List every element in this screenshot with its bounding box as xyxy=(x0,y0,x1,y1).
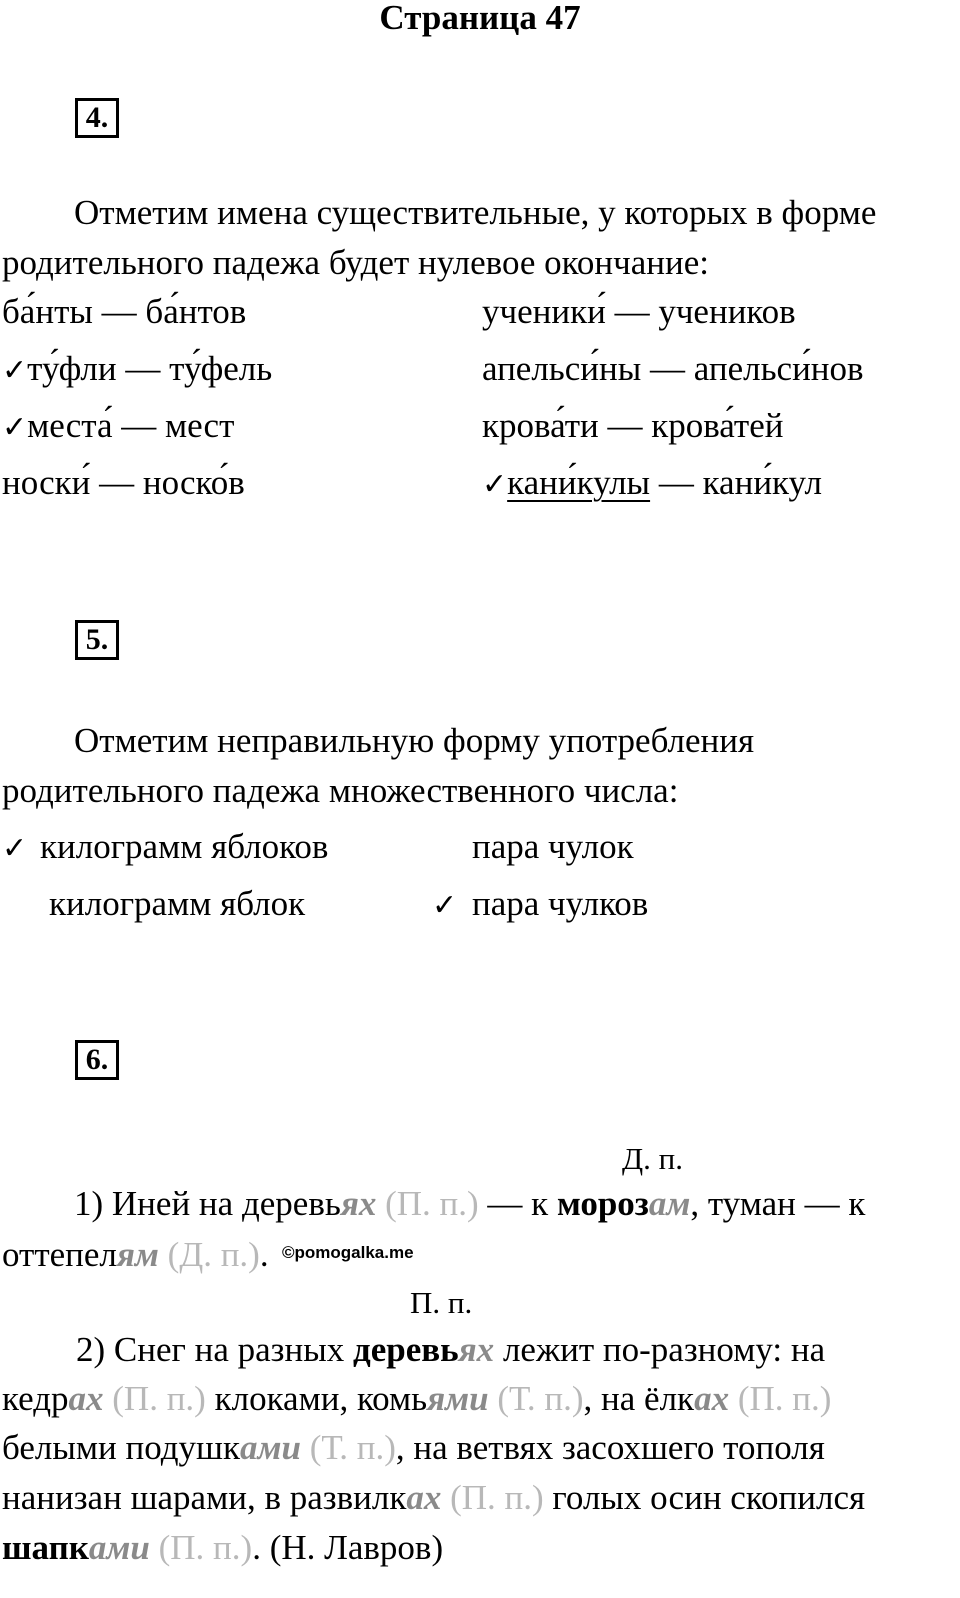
ending: ях xyxy=(340,1184,377,1223)
task4-left-item xyxy=(2,406,234,446)
bold-stem: деревь xyxy=(353,1330,459,1369)
case-note: (Т. п.) xyxy=(488,1379,584,1418)
task5-option-label: килограмм яблоков xyxy=(40,827,329,866)
word-pair: крова́ти — крова́тей xyxy=(482,406,784,445)
case-note: (П. п.) xyxy=(103,1379,206,1418)
sentence2-line5 xyxy=(2,1528,443,1568)
task4-right-item xyxy=(482,349,864,389)
text: 2) Снег на разных xyxy=(76,1330,353,1369)
task-number-6: 6. xyxy=(75,1040,119,1080)
text: оттепел xyxy=(2,1235,117,1274)
case-annotation: Д. п. xyxy=(622,1141,683,1176)
text: голых осин скопился xyxy=(543,1478,866,1517)
bold-stem: мороз xyxy=(556,1184,649,1223)
ending: ах xyxy=(68,1379,104,1418)
bold-stem: шапк xyxy=(2,1528,89,1567)
case-note: (П. п.) xyxy=(376,1184,479,1223)
check-mark-icon: ✓ xyxy=(2,831,28,866)
watermark: ©pomogalka.me xyxy=(282,1243,414,1262)
check-mark-icon: ✓ xyxy=(2,410,28,445)
task4-left-item xyxy=(2,349,272,389)
text: . xyxy=(259,1235,269,1274)
word-pair: апельси́ны — апельси́нов xyxy=(482,349,864,388)
page-title: Страница 47 xyxy=(379,0,581,37)
text: , туман — к xyxy=(690,1184,866,1223)
case-note: (Т. п.) xyxy=(300,1428,396,1467)
task5-option xyxy=(2,827,27,867)
task4-left-item xyxy=(2,292,246,332)
case-note: (Д. п.) xyxy=(158,1235,260,1274)
ending: ями xyxy=(427,1379,489,1418)
case-note: (П. п.) xyxy=(441,1478,544,1517)
task4-right-item xyxy=(482,406,783,446)
task5-option-label: пара чулок xyxy=(472,827,634,866)
check-mark-icon: ✓ xyxy=(482,467,508,502)
check-mark-icon: ✓ xyxy=(432,888,458,923)
word-pair: ту́фли — ту́фель xyxy=(27,349,273,388)
ending: ах xyxy=(694,1379,730,1418)
word-pair: ба́нты — ба́нтов xyxy=(2,292,247,331)
case-note: (П. п.) xyxy=(729,1379,832,1418)
task5-option-label: килограмм яблок xyxy=(49,884,306,923)
ending: ам xyxy=(648,1184,691,1223)
task4-left-item xyxy=(2,463,245,503)
ending: ами xyxy=(88,1528,150,1567)
task4-right-item xyxy=(482,292,796,332)
text: кедр xyxy=(2,1379,69,1418)
text: . (Н. Лавров) xyxy=(252,1528,444,1567)
task-number-4: 4. xyxy=(75,98,119,138)
ending: ах xyxy=(406,1478,442,1517)
text: , на ветвях засохшего тополя xyxy=(395,1428,825,1467)
underlined-word: кани́кулы xyxy=(507,463,651,502)
case-note: (П. п.) xyxy=(149,1528,253,1567)
sentence1-line2 xyxy=(2,1235,269,1275)
sentence2-line4 xyxy=(2,1478,865,1518)
sentence2-line2 xyxy=(2,1379,831,1419)
ending: ях xyxy=(458,1330,495,1369)
task5-option xyxy=(432,884,457,924)
case-annotation: П. п. xyxy=(410,1285,473,1320)
ending: ами xyxy=(239,1428,301,1467)
check-mark-icon: ✓ xyxy=(2,353,28,388)
task4-intro-line1: Отметим имена существительные, у которых в форме xyxy=(74,193,877,232)
sentence2-line1 xyxy=(76,1330,825,1370)
text: лежит по-разному: на xyxy=(494,1330,826,1369)
text: — к xyxy=(478,1184,557,1223)
task4-intro-line2: родительного падежа будет нулевое окончание: xyxy=(2,243,709,282)
task5-intro-line1: Отметим неправильную форму употребления xyxy=(74,721,755,760)
task5-intro-line2: родительного падежа множественного числа: xyxy=(2,771,679,810)
task5-option-label: пара чулков xyxy=(472,884,649,923)
word-pair: носки́ — носко́в xyxy=(2,463,245,502)
text: белыми подушк xyxy=(2,1428,240,1467)
word-pair-rest: — кани́кул xyxy=(650,463,822,502)
text: клоками, комь xyxy=(205,1379,428,1418)
text: , на ёлк xyxy=(583,1379,695,1418)
word-pair: места́ — мест xyxy=(27,406,235,445)
task-number-5: 5. xyxy=(75,620,119,660)
ending: ям xyxy=(116,1235,159,1274)
text: нанизан шарами, в развилк xyxy=(2,1478,407,1517)
word-pair: ученики́ — учеников xyxy=(482,292,796,331)
sentence2-line3 xyxy=(2,1428,825,1468)
sentence1-line1 xyxy=(74,1184,865,1224)
text: 1) Иней на деревь xyxy=(74,1184,341,1223)
task4-right-item xyxy=(482,463,822,503)
